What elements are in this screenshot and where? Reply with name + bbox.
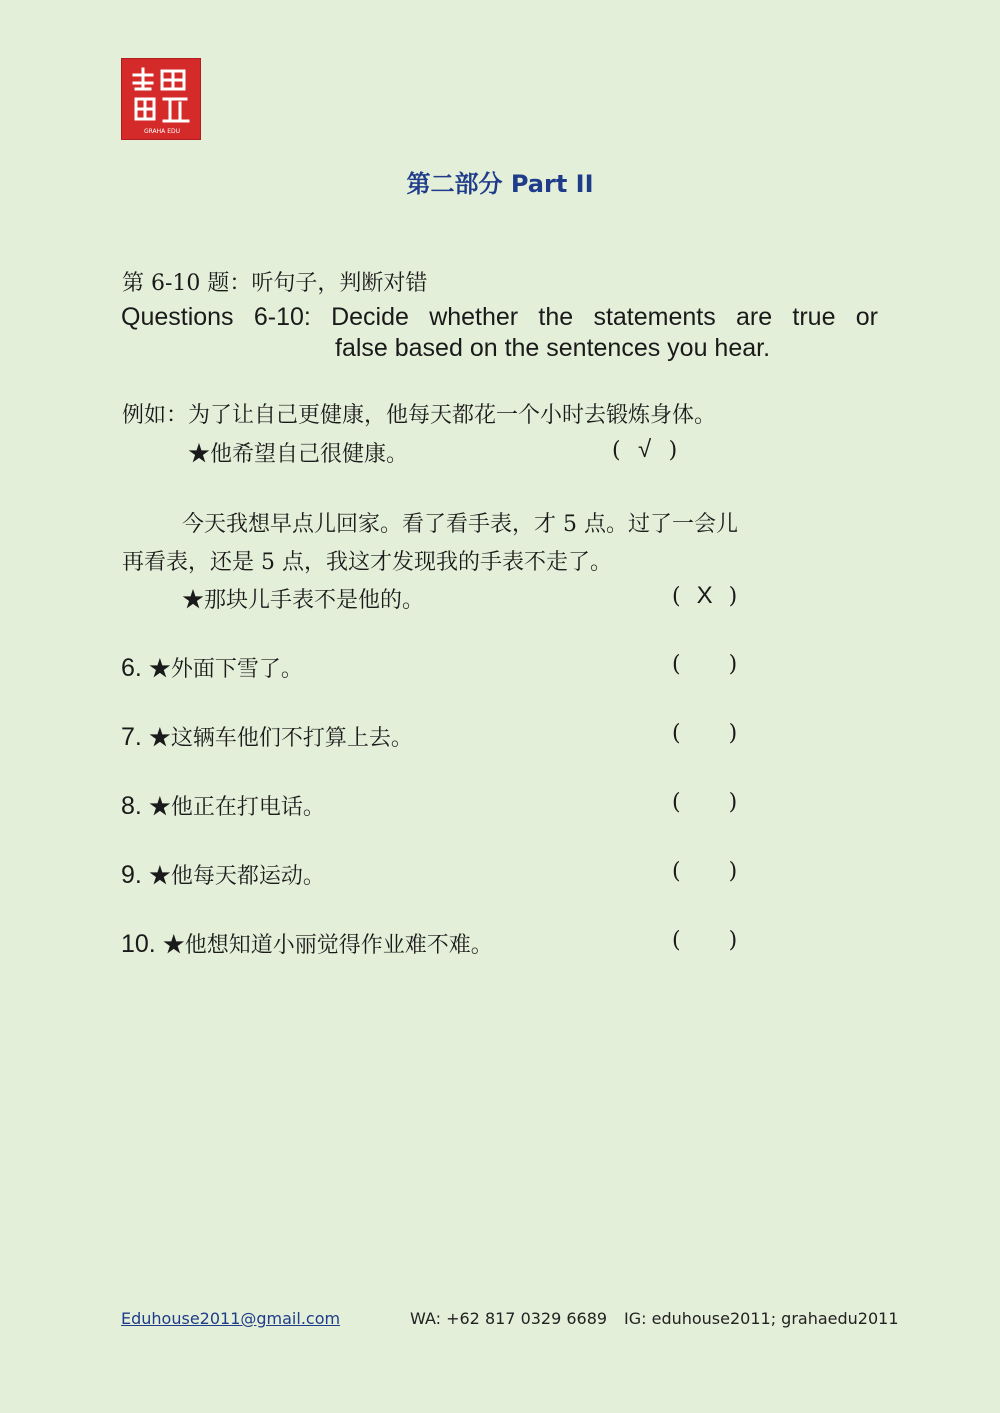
example2-line2: 再看表，还是 5 点，我这才发现我的手表不走了。 [122,550,612,575]
instruction-en-line1: Questions 6-10: Decide whether the statements are true or [121,303,878,331]
footer-email-link[interactable]: Eduhouse2011@gmail.com [121,1309,341,1328]
question-7-answer-box[interactable]: ( ) [672,721,738,746]
example2-answer: X [696,582,713,609]
question-10-answer-box[interactable]: ( ) [672,928,738,953]
logo-emblem-icon [122,59,202,141]
logo [121,58,201,140]
example1-answer: √ [637,436,652,463]
instruction-en-line2: false based on the sentences you hear. [335,334,771,362]
example1-statement: ★他希望自己很健康。 [188,442,409,467]
example2-statement: ★那块儿手表不是他的。 [182,588,425,613]
example1-answer-box: ( √ ) [612,436,678,463]
example1-sentence: 例如：为了让自己更健康，他每天都花一个小时去锻炼身体。 [122,403,717,428]
question-8: 8. ★他正在打电话。 [121,792,325,820]
example2-line1: 今天我想早点儿回家。看了看手表，才 5 点。过了一会儿 [182,512,738,537]
question-10: 10. ★他想知道小丽觉得作业难不难。 [121,930,493,958]
question-9: 9. ★他每天都运动。 [121,861,325,889]
question-8-answer-box[interactable]: ( ) [672,790,738,815]
question-9-answer-box[interactable]: ( ) [672,859,738,884]
question-6-answer-box[interactable]: ( ) [672,652,738,677]
logo-text: GRAHA EDU [143,128,181,135]
instruction-zh: 第 6-10 题：听句子，判断对错 [122,271,428,296]
footer-instagram: IG: eduhouse2011; grahaedu2011 [624,1309,899,1328]
footer-whatsapp: WA: +62 817 0329 6689 [410,1309,608,1328]
page-title: 第二部分 Part II [406,170,594,198]
example2-answer-box: ( X ) [672,582,738,609]
question-6: 6. ★外面下雪了。 [121,654,303,682]
question-7: 7. ★这辆车他们不打算上去。 [121,723,413,751]
